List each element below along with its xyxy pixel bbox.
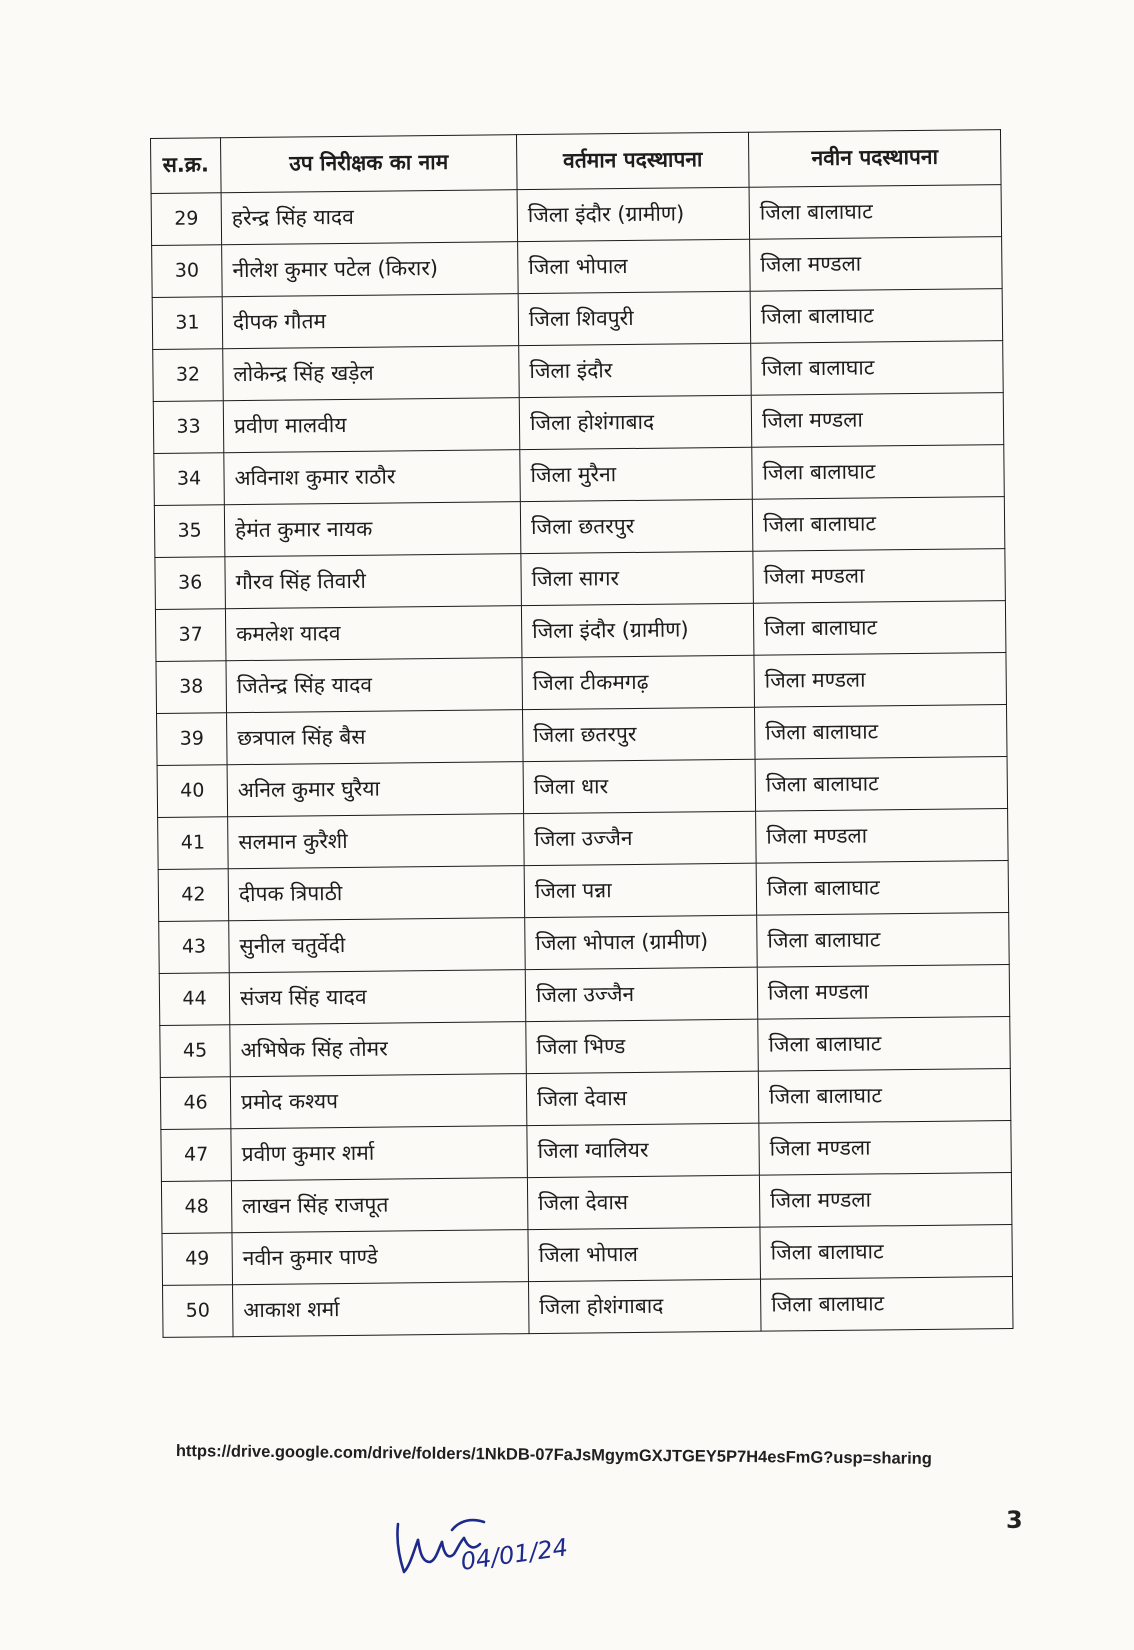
table-row bbox=[152, 289, 1002, 350]
current-posting-cell: जिला सागर bbox=[521, 551, 754, 605]
officer-name-cell: प्रवीण मालवीय bbox=[223, 398, 520, 453]
officer-name-cell: गौरव सिंह तिवारी bbox=[225, 554, 522, 609]
officer-name-cell: आकाश शर्मा bbox=[233, 1282, 530, 1337]
new-posting-cell: जिला मण्डला bbox=[759, 1121, 1012, 1176]
table-row bbox=[156, 653, 1006, 714]
header-new-posting: नवीन पदस्थापना bbox=[748, 130, 1001, 188]
current-posting-cell: जिला भिण्ड bbox=[526, 1019, 759, 1073]
current-posting-cell: जिला इंदौर bbox=[519, 343, 752, 397]
officer-name-cell: सुनील चतुर्वेदी bbox=[229, 918, 526, 973]
current-posting-cell: जिला होशंगाबाद bbox=[519, 395, 752, 449]
officer-name-cell: हेमंत कुमार नायक bbox=[224, 502, 521, 557]
officer-name-cell: प्रवीण कुमार शर्मा bbox=[231, 1126, 528, 1181]
officer-name-cell: लोकेन्द्र सिंह खड़ेल bbox=[223, 346, 520, 401]
table-row bbox=[159, 965, 1009, 1026]
signature-date: 04/01/24 bbox=[458, 1533, 570, 1576]
new-posting-cell: जिला मण्डला bbox=[756, 809, 1009, 864]
new-posting-cell: जिला बालाघाट bbox=[752, 445, 1005, 500]
table-row bbox=[155, 601, 1005, 662]
officer-name-cell: अविनाश कुमार राठौर bbox=[224, 450, 521, 505]
officer-name-cell: छत्रपाल सिंह बैस bbox=[227, 710, 524, 765]
new-posting-cell: जिला बालाघाट bbox=[749, 185, 1002, 240]
current-posting-cell: जिला धार bbox=[523, 759, 756, 813]
current-posting-cell: जिला भोपाल bbox=[518, 239, 751, 293]
table-row bbox=[154, 445, 1004, 506]
new-posting-cell: जिला बालाघाट bbox=[750, 289, 1003, 344]
officer-name-cell: दीपक गौतम bbox=[222, 294, 519, 349]
serial-number-cell: 32 bbox=[153, 349, 224, 402]
table-row bbox=[162, 1225, 1012, 1286]
current-posting-cell: जिला पन्ना bbox=[524, 863, 757, 917]
serial-number-cell: 48 bbox=[161, 1181, 232, 1234]
officer-name-cell: प्रमोद कश्यप bbox=[230, 1074, 527, 1129]
new-posting-cell: जिला बालाघाट bbox=[758, 1069, 1011, 1124]
serial-number-cell: 47 bbox=[161, 1129, 232, 1182]
serial-number-cell: 45 bbox=[160, 1025, 231, 1078]
table-header-row bbox=[151, 130, 1002, 194]
officer-name-cell: लाखन सिंह राजपूत bbox=[231, 1178, 528, 1233]
serial-number-cell: 33 bbox=[153, 401, 224, 454]
table-row bbox=[154, 497, 1004, 558]
current-posting-cell: जिला छतरपुर bbox=[520, 499, 753, 553]
new-posting-cell: जिला मण्डला bbox=[750, 237, 1003, 292]
officer-name-cell: दीपक त्रिपाठी bbox=[228, 866, 525, 921]
table-row bbox=[152, 237, 1002, 298]
officer-name-cell: हरेन्द्र सिंह यादव bbox=[221, 190, 518, 245]
table-row bbox=[161, 1121, 1011, 1182]
table-row bbox=[158, 861, 1008, 922]
officer-name-cell: अभिषेक सिंह तोमर bbox=[230, 1022, 527, 1077]
table-body bbox=[151, 185, 1013, 1338]
current-posting-cell: जिला शिवपुरी bbox=[518, 291, 751, 345]
serial-number-cell: 50 bbox=[163, 1285, 234, 1338]
serial-number-cell: 39 bbox=[157, 713, 228, 766]
new-posting-cell: जिला मण्डला bbox=[757, 965, 1010, 1020]
drive-link[interactable]: https://drive.google.com/drive/folders/1NkDB-07FaJsMgymGXJTGEY5P7H4esFmG?usp=sharing bbox=[175, 1442, 932, 1468]
current-posting-cell: जिला देवास bbox=[527, 1175, 760, 1229]
header-current-posting: वर्तमान पदस्थापना bbox=[516, 132, 749, 189]
table-row bbox=[159, 913, 1009, 974]
serial-number-cell: 30 bbox=[152, 245, 223, 298]
new-posting-cell: जिला बालाघाट bbox=[757, 913, 1010, 968]
new-posting-cell: जिला मण्डला bbox=[754, 653, 1007, 708]
new-posting-cell: जिला बालाघाट bbox=[755, 757, 1008, 812]
serial-number-cell: 31 bbox=[152, 297, 223, 350]
header-officer-name: उप निरीक्षक का नाम bbox=[221, 135, 518, 193]
serial-number-cell: 41 bbox=[158, 817, 229, 870]
serial-number-cell: 42 bbox=[158, 869, 229, 922]
new-posting-cell: जिला बालाघाट bbox=[760, 1277, 1013, 1332]
header-serial-number: स.क्र. bbox=[151, 138, 222, 194]
serial-number-cell: 29 bbox=[151, 193, 222, 246]
serial-number-cell: 35 bbox=[154, 505, 225, 558]
new-posting-cell: जिला बालाघाट bbox=[760, 1225, 1013, 1280]
new-posting-cell: जिला बालाघाट bbox=[753, 601, 1006, 656]
officer-name-cell: सलमान कुरैशी bbox=[228, 814, 525, 869]
officer-name-cell: संजय सिंह यादव bbox=[229, 970, 526, 1025]
table-row bbox=[160, 1069, 1010, 1130]
current-posting-cell: जिला छतरपुर bbox=[523, 707, 756, 761]
current-posting-cell: जिला उज्जैन bbox=[524, 811, 757, 865]
officer-name-cell: नवीन कुमार पाण्डे bbox=[232, 1230, 529, 1285]
table-row bbox=[163, 1277, 1013, 1338]
current-posting-cell: जिला भोपाल bbox=[528, 1227, 761, 1281]
officer-name-cell: नीलेश कुमार पटेल (किरार) bbox=[222, 242, 519, 297]
current-posting-cell: जिला टीकमगढ़ bbox=[522, 655, 755, 709]
current-posting-cell: जिला मुरैना bbox=[520, 447, 753, 501]
serial-number-cell: 40 bbox=[157, 765, 228, 818]
serial-number-cell: 34 bbox=[154, 453, 225, 506]
new-posting-cell: जिला मण्डला bbox=[751, 393, 1004, 448]
table-row bbox=[157, 705, 1007, 766]
new-posting-cell: जिला बालाघाट bbox=[758, 1017, 1011, 1072]
serial-number-cell: 36 bbox=[155, 557, 226, 610]
table-row bbox=[151, 185, 1001, 246]
current-posting-cell: जिला देवास bbox=[526, 1071, 759, 1125]
new-posting-cell: जिला बालाघाट bbox=[751, 341, 1004, 396]
current-posting-cell: जिला इंदौर (ग्रामीण) bbox=[517, 187, 750, 241]
new-posting-cell: जिला मण्डला bbox=[759, 1173, 1012, 1228]
serial-number-cell: 49 bbox=[162, 1233, 233, 1286]
serial-number-cell: 44 bbox=[159, 973, 230, 1026]
serial-number-cell: 46 bbox=[160, 1077, 231, 1130]
table-row bbox=[157, 757, 1007, 818]
serial-number-cell: 43 bbox=[159, 921, 230, 974]
new-posting-cell: जिला बालाघाट bbox=[752, 497, 1005, 552]
new-posting-cell: जिला बालाघाट bbox=[754, 705, 1007, 760]
current-posting-cell: जिला उज्जैन bbox=[525, 967, 758, 1021]
table-row bbox=[161, 1173, 1011, 1234]
table-row bbox=[153, 341, 1003, 402]
officer-name-cell: कमलेश यादव bbox=[225, 606, 522, 661]
page-number: 3 bbox=[1006, 1506, 1023, 1534]
table-row bbox=[160, 1017, 1010, 1078]
table-row bbox=[153, 393, 1003, 454]
new-posting-cell: जिला बालाघाट bbox=[756, 861, 1009, 916]
table-row bbox=[158, 809, 1008, 870]
table-row bbox=[155, 549, 1005, 610]
current-posting-cell: जिला इंदौर (ग्रामीण) bbox=[521, 603, 754, 657]
officer-name-cell: जितेन्द्र सिंह यादव bbox=[226, 658, 523, 713]
new-posting-cell: जिला मण्डला bbox=[753, 549, 1006, 604]
serial-number-cell: 38 bbox=[156, 661, 227, 714]
transfer-table-wrapper bbox=[150, 129, 1014, 1338]
serial-number-cell: 37 bbox=[155, 609, 226, 662]
handwritten-signature bbox=[392, 1490, 592, 1580]
officer-name-cell: अनिल कुमार घुरैया bbox=[227, 762, 524, 817]
current-posting-cell: जिला ग्वालियर bbox=[527, 1123, 760, 1177]
current-posting-cell: जिला होशंगाबाद bbox=[528, 1279, 761, 1333]
transfer-table bbox=[150, 129, 1014, 1338]
current-posting-cell: जिला भोपाल (ग्रामीण) bbox=[525, 915, 758, 969]
